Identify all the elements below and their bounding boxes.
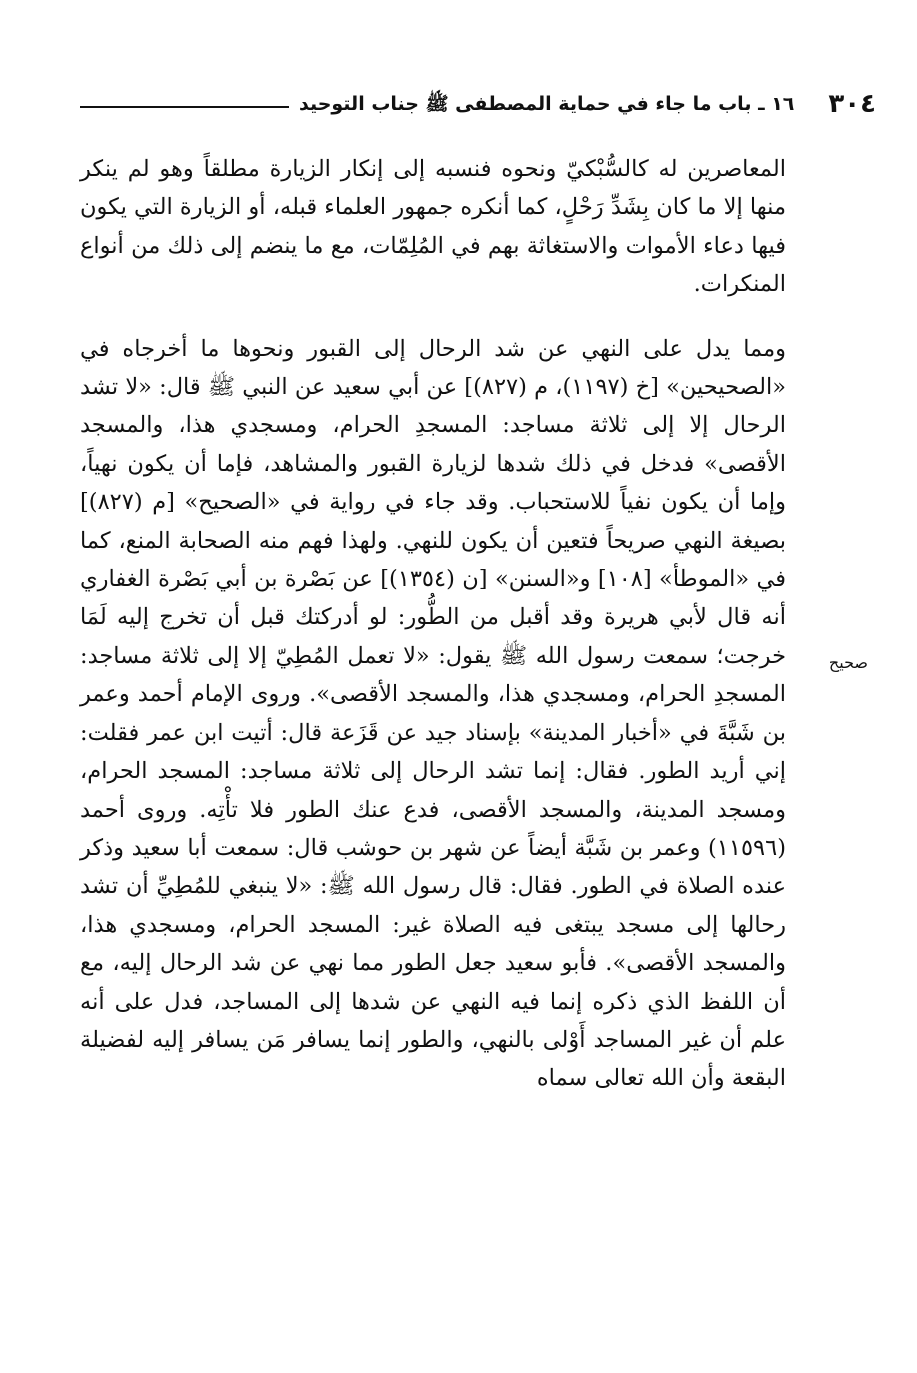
page-header <box>80 82 876 126</box>
running-title: ١٦ ـ باب ما جاء في حماية المصطفى ﷺ جناب التوحيد <box>298 93 795 115</box>
margin-grading-note: صحيح <box>828 653 868 672</box>
main-text <box>80 150 786 1098</box>
page-number: ٣٠٤ <box>828 89 876 119</box>
paragraph-1: المعاصرين له كالسُّبْكيّ ونحوه فنسبه إلى إنكار الزيارة مطلقاً وهو لم ينكر منها إلا ما كان بِشَدِّ رَحْلٍ، كما أنكره جمهور العلماء قبله، أو الزيارة التي يكون فيها دعاء الأموات والاستغاثة بهم في المُلِمّات، مع ما ينضم إلى ذلك من أنواع المنكرات. <box>80 156 786 298</box>
paragraph-2: ومما يدل على النهي عن شد الرحال إلى القبور ونحوها ما أخرجاه في «الصحيحين» [خ (١١٩٧)، م (٨٢٧)] عن أبي سعيد عن النبي ﷺ قال: «لا تشد الرحال إلا إلى ثلاثة مساجد: المسجدِ الحرام، ومسجدي هذا، والمسجد الأقصى» فدخل في ذلك شدها لزيارة القبور والمشاهد، فإما أن يكون نهياً، وإما أن يكون نفياً للاستحباب. وقد جاء في رواية في «الصحيح» [م (٨٢٧)] بصيغة النهي صريحاً فتعين أن يكون للنهي. ولهذا فهم منه الصحابة المنع، كما في «الموطأ» [١٠٨] و«السنن» [ن (١٣٥٤)] عن بَصْرة بن أبي بَصْرة الغفاري أنه قال لأبي هريرة وقد أقبل من الطُّور: لو أدركتك قبل أن تخرج إليه لَمَا خرجت؛ سمعت رسول الله ﷺ يقول: «لا تعمل المُطِيّ إلا إلى ثلاثة مساجد: المسجدِ الحرام، ومسجدي هذا، والمسجد الأقصى». وروى الإمام أحمد وعمر بن شَبَّةَ في «أخبار المدينة» بإسناد جيد عن قَزَعة قال: أتيت ابن عمر فقلت: إني أريد الطور. فقال: إنما تشد الرحال إلى ثلاثة مساجد: المسجد الحرام، ومسجد المدينة، والمسجد الأقصى، فدع عنك الطور فلا تأْتِه. وروى أحمد (١١٥٩٦) وعمر بن شَبَّة أيضاً عن شهر بن حوشب قال: سمعت أبا سعيد وذكر عنده الصلاة في الطور. فقال: قال رسول الله ﷺ: «لا ينبغي للمُطِيِّ أن تشد رحالها إلى مسجد يبتغى فيه الصلاة غير: المسجد الحرام، ومسجدي هذا، والمسجد الأقصى». فأبو سعيد جعل الطور مما نهي عن شد الرحال إليه، مع أن اللفظ الذي ذكره إنما فيه النهي عن شدها إلى المساجد، فدل على أنه علم أن غير المساجد أَوْلى بالنهي، والطور إنما يسافر مَن يسافر إليه لفضيلة البقعة وأن الله تعالى سماه <box>80 335 786 1092</box>
header-rule <box>80 106 289 108</box>
paragraph-gap <box>80 304 786 330</box>
